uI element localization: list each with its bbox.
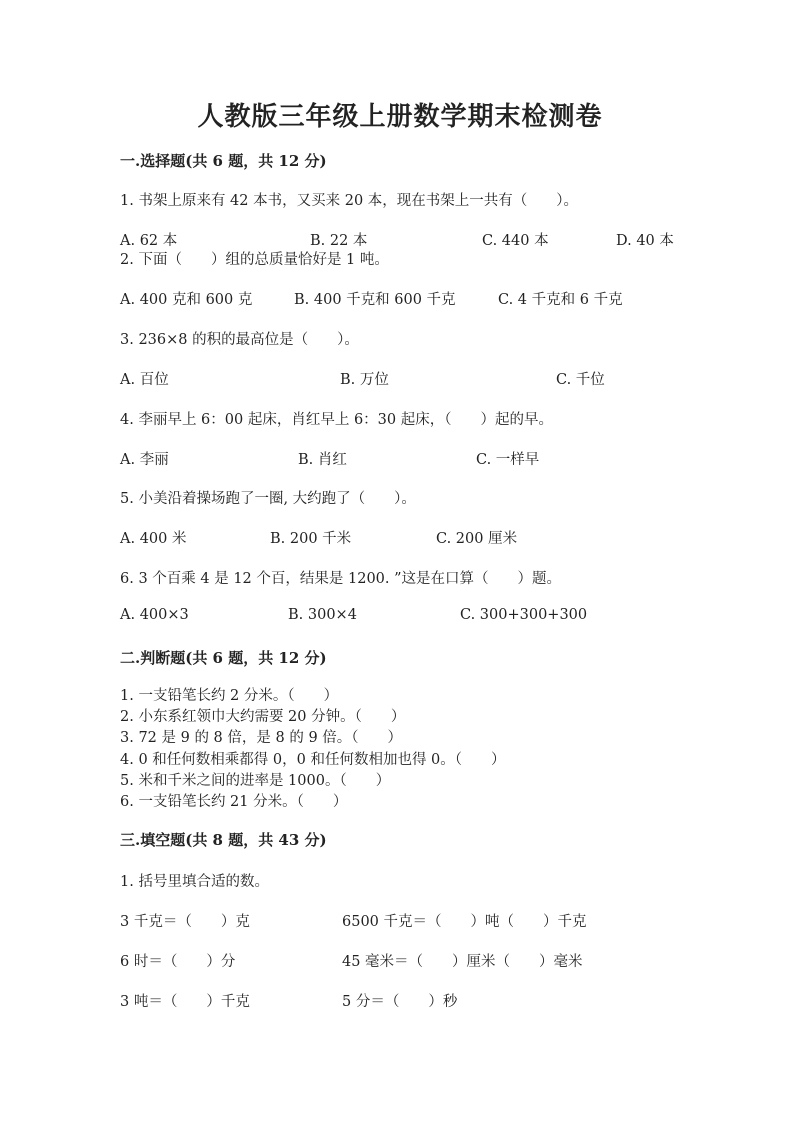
question-1-text: 1. 书架上原来有 42 本书，又买来 20 本，现在书架上一共有（ ）。 xyxy=(120,193,579,209)
question-6-option-c: C. 300+300+300 xyxy=(460,607,588,623)
question-1-option-b: B. 22 本 xyxy=(310,233,368,249)
question-4-option-a: A. 李丽 xyxy=(120,452,169,468)
fill-item: 3 千克＝（ ）克 xyxy=(120,914,250,930)
question-5-option-b: B. 200 千米 xyxy=(270,531,352,547)
question-2-option-c: C. 4 千克和 6 千克 xyxy=(498,292,623,308)
question-2-text: 2. 下面（ ）组的总质量恰好是 1 吨。 xyxy=(120,252,389,268)
question-2-option-b: B. 400 千克和 600 千克 xyxy=(294,292,456,308)
question-1-option-d: D. 40 本 xyxy=(616,233,674,249)
fill-item: 3 吨＝（ ）千克 xyxy=(120,994,250,1010)
fill-item: 6 时＝（ ）分 xyxy=(120,954,236,970)
fill-item: 6500 千克＝（ ）吨（ ）千克 xyxy=(342,914,587,930)
judgement-item-4: 4. 0 和任何数相乘都得 0，0 和任何数相加也得 0。（ ） xyxy=(120,752,506,768)
question-6-option-a: A. 400×3 xyxy=(120,607,189,623)
question-3-option-c: C. 千位 xyxy=(556,372,605,388)
question-3-option-a: A. 百位 xyxy=(120,372,169,388)
fill-item: 5 分＝（ ）秒 xyxy=(342,994,458,1010)
section-heading-choice: 一.选择题(共 6 题，共 12 分) xyxy=(120,152,327,170)
judgement-item-1: 1. 一支铅笔长约 2 分米。（ ） xyxy=(120,688,339,704)
question-4-text: 4. 李丽早上 6：00 起床，肖红早上 6：30 起床，（ ）起的早。 xyxy=(120,412,553,428)
section-heading-fill-in: 三.填空题(共 8 题，共 43 分) xyxy=(120,831,327,849)
question-1-option-c: C. 440 本 xyxy=(482,233,549,249)
question-4-option-c: C. 一样早 xyxy=(476,452,540,468)
page-title: 人教版三年级上册数学期末检测卷 xyxy=(197,102,603,132)
fill-item: 45 毫米＝（ ）厘米（ ）毫米 xyxy=(342,954,583,970)
question-3-text: 3. 236×8 的积的最高位是（ ）。 xyxy=(120,332,359,348)
question-6-option-b: B. 300×4 xyxy=(288,607,357,623)
question-2-option-a: A. 400 克和 600 克 xyxy=(120,292,253,308)
fill-question-1-text: 1. 括号里填合适的数。 xyxy=(120,874,269,890)
question-1-option-a: A. 62 本 xyxy=(120,233,178,249)
question-6-text: 6. 3 个百乘 4 是 12 个百，结果是 1200. ”这是在口算（ ）题。 xyxy=(120,571,562,587)
judgement-item-2: 2. 小东系红领巾大约需要 20 分钟。（ ） xyxy=(120,709,406,725)
question-5-option-a: A. 400 米 xyxy=(120,531,187,547)
judgement-item-6: 6. 一支铅笔长约 21 分米。（ ） xyxy=(120,794,348,810)
judgement-item-3: 3. 72 是 9 的 8 倍，是 8 的 9 倍。（ ） xyxy=(120,730,403,746)
judgement-item-5: 5. 米和千米之间的进率是 1000。（ ） xyxy=(120,773,391,789)
section-heading-judgement: 二.判断题(共 6 题，共 12 分) xyxy=(120,649,327,667)
question-4-option-b: B. 肖红 xyxy=(298,452,347,468)
question-3-option-b: B. 万位 xyxy=(340,372,389,388)
question-5-text: 5. 小美沿着操场跑了一圈, 大约跑了（ ）。 xyxy=(120,491,416,507)
question-5-option-c: C. 200 厘米 xyxy=(436,531,518,547)
